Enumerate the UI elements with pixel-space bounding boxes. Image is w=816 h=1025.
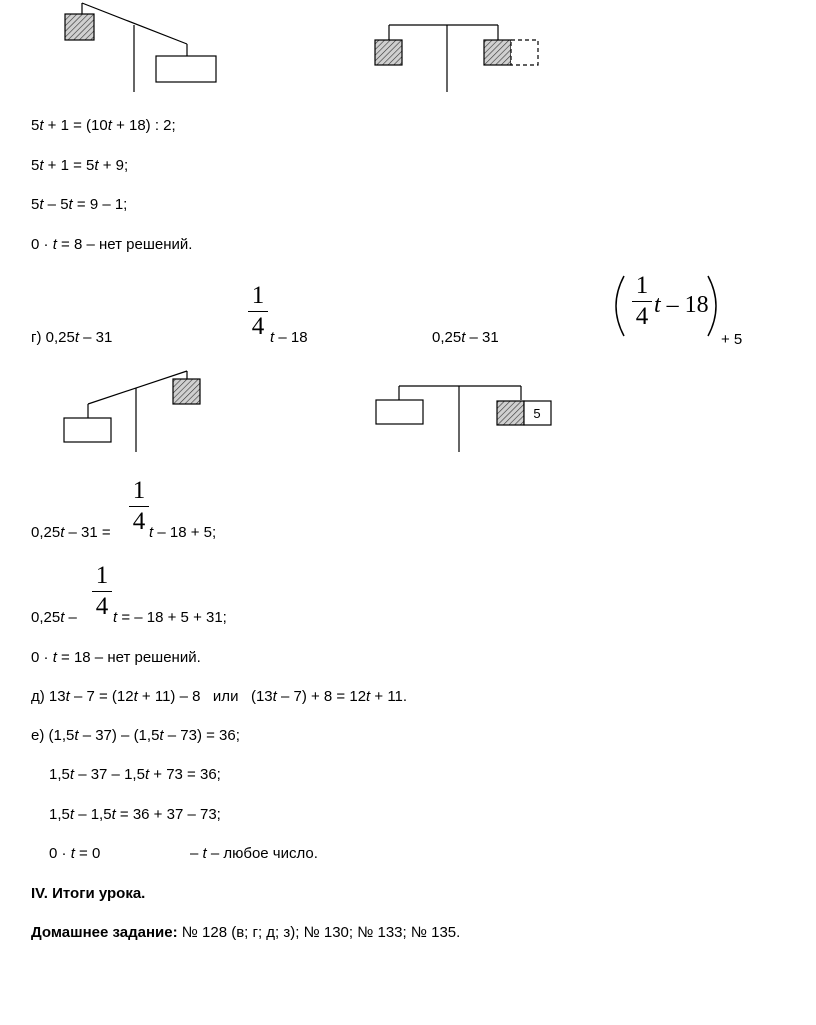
eq-e-1: 1,5t – 37 – 1,5t + 73 = 36; xyxy=(49,766,221,783)
right-paren xyxy=(708,276,716,336)
eq-line-3: 5t – 5t = 9 – 1; xyxy=(31,196,128,213)
task-e: е) (1,5t – 37) – (1,5t – 73) = 36; xyxy=(31,727,240,744)
task-d: д) 13t – 7 = (12t + 11) – 8 или (13t – 7) + 8 = 12t + 11. xyxy=(31,688,408,705)
scale-3-tilted xyxy=(64,371,200,452)
section-iv-heading: IV. Итоги урока. xyxy=(31,885,146,902)
task-g-plus5: + 5 xyxy=(721,331,743,348)
eq-g-2-right: t = – 18 + 5 + 31; xyxy=(113,609,227,626)
task-g-left: г) 0,25t – 31 xyxy=(31,329,113,346)
hatched-block-left xyxy=(65,14,94,40)
eq-e-2: 1,5t – 1,5t = 36 + 37 – 73; xyxy=(49,806,221,823)
homework-text: № 128 (в; г; д; з); № 130; № 133; № 135. xyxy=(177,924,461,941)
eq-line-1: 5t + 1 = (10t + 18) : 2; xyxy=(31,117,176,134)
fraction-quarter-2: 1 4 xyxy=(129,477,149,536)
fraction-quarter-3: 1 4 xyxy=(92,562,112,621)
dashed-block xyxy=(511,40,538,65)
paren-expr-rest: t – 18 xyxy=(654,292,709,318)
eq-e-3: 0 · t = 0 xyxy=(49,845,101,862)
eq-line-4: 0 · t = 8 – нет решений. xyxy=(31,236,193,253)
task-g-mid: t – 18 xyxy=(270,329,308,346)
fraction-quarter: 1 4 xyxy=(248,282,268,341)
eq-g-1: 0,25t – 31 = xyxy=(31,524,111,541)
homework-line xyxy=(31,924,460,942)
scale-4-balanced xyxy=(376,386,551,452)
homework-label: Домашнее задание: xyxy=(31,924,178,941)
scale-1-tilted xyxy=(65,3,216,92)
left-paren xyxy=(616,276,624,336)
eq-g-3: 0 · t = 18 – нет решений. xyxy=(31,649,201,666)
empty-block-right xyxy=(156,56,216,82)
eq-g-1-right: t – 18 + 5; xyxy=(149,524,217,541)
eq-e-3-result: – t – любое число. xyxy=(190,845,318,862)
eq-g-2: 0,25t – xyxy=(31,609,77,626)
scale-2-balanced xyxy=(375,25,538,92)
eq-line-2: 5t + 1 = 5t + 9; xyxy=(31,157,129,174)
weight-label: 5 xyxy=(533,406,541,421)
paren-fraction: 1 4 xyxy=(632,272,652,331)
task-g-right: 0,25t – 31 xyxy=(432,329,499,346)
